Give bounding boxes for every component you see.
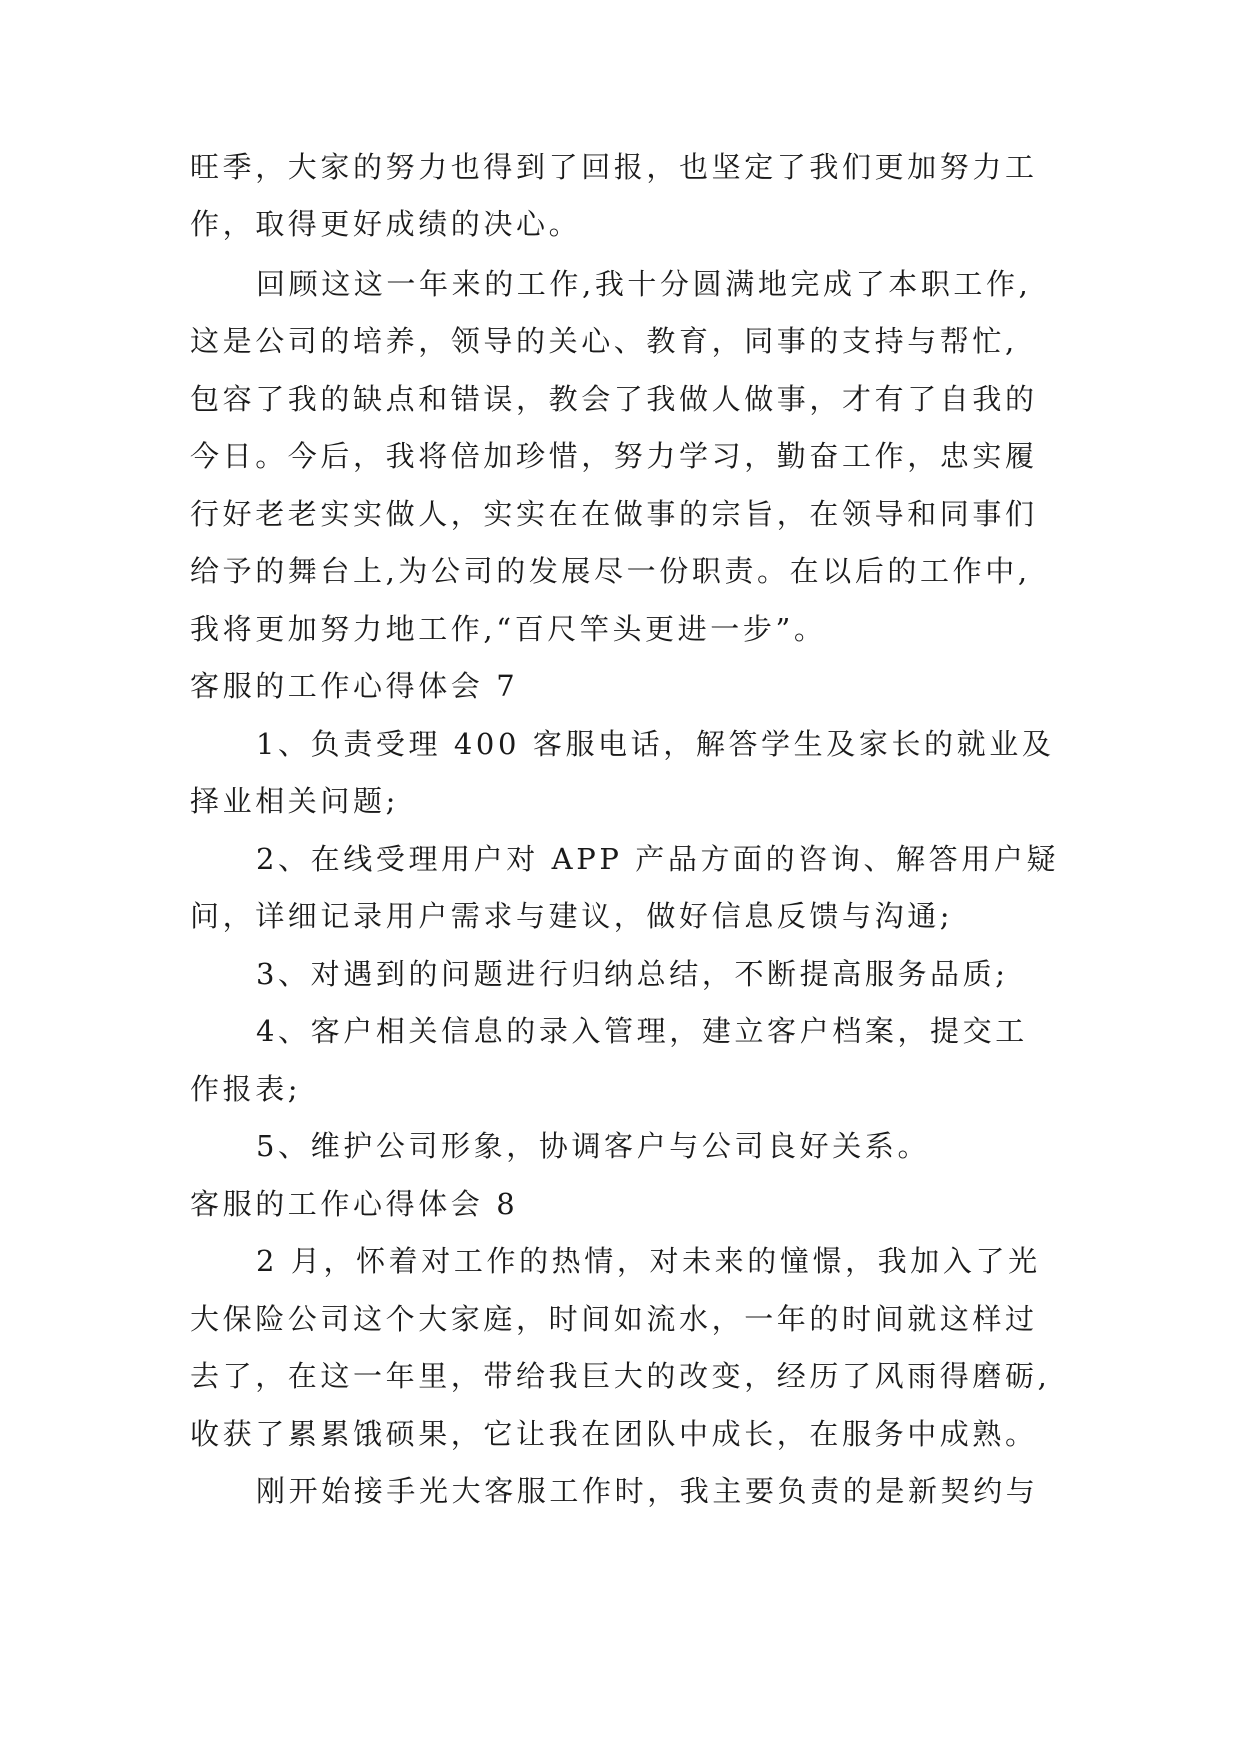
text-line: 包容了我的缺点和错误，教会了我做人做事，才有了自我的	[190, 382, 1038, 416]
text-line: 旺季，大家的努力也得到了回报，也坚定了我们更加努力工	[190, 150, 1038, 184]
text-line: 1、负责受理 400 客服电话，解答学生及家长的就业及	[256, 727, 1055, 761]
text-line: 去了，在这一年里，带给我巨大的改变，经历了风雨得磨砺,	[190, 1359, 1051, 1393]
text-line: 大保险公司这个大家庭，时间如流水，一年的时间就这样过	[190, 1302, 1038, 1336]
text-line: 行好老老实实做人，实实在在做事的宗旨，在领导和同事们	[190, 497, 1038, 531]
text-line: 我将更加努力地工作,“百尺竿头更进一步”。	[190, 612, 827, 646]
text-line: 5、维护公司形象，协调客户与公司良好关系。	[256, 1129, 931, 1163]
text-line: 2 月，怀着对工作的热情，对未来的憧憬，我加入了光	[256, 1244, 1041, 1278]
text-line: 2、在线受理用户对 APP 产品方面的咨询、解答用户疑	[256, 842, 1060, 876]
text-line: 今日。今后，我将倍加珍惜，努力学习，勤奋工作，忠实履	[190, 439, 1038, 473]
text-line: 4、客户相关信息的录入管理，建立客户档案，提交工	[256, 1014, 1028, 1048]
text-line: 这是公司的培养，领导的关心、教育，同事的支持与帮忙,	[190, 324, 1018, 358]
text-line: 给予的舞台上,为公司的发展尽一份职责。在以后的工作中,	[190, 554, 1031, 588]
text-line: 作，取得更好成绩的决心。	[190, 207, 582, 241]
text-line: 回顾这这一年来的工作,我十分圆满地完成了本职工作,	[256, 267, 1032, 301]
text-line: 问，详细记录用户需求与建议，做好信息反馈与沟通;	[190, 899, 954, 933]
text-line: 择业相关问题;	[190, 784, 399, 818]
text-line: 刚开始接手光大客服工作时，我主要负责的是新契约与	[256, 1474, 1039, 1508]
text-line: 收获了累累饿硕果，它让我在团队中成长，在服务中成熟。	[190, 1417, 1038, 1451]
section-heading: 客服的工作心得体会 8	[190, 1187, 519, 1221]
section-heading: 客服的工作心得体会 7	[190, 669, 519, 703]
text-line: 作报表;	[190, 1072, 302, 1106]
text-line: 3、对遇到的问题进行归纳总结，不断提高服务品质;	[256, 957, 1009, 991]
